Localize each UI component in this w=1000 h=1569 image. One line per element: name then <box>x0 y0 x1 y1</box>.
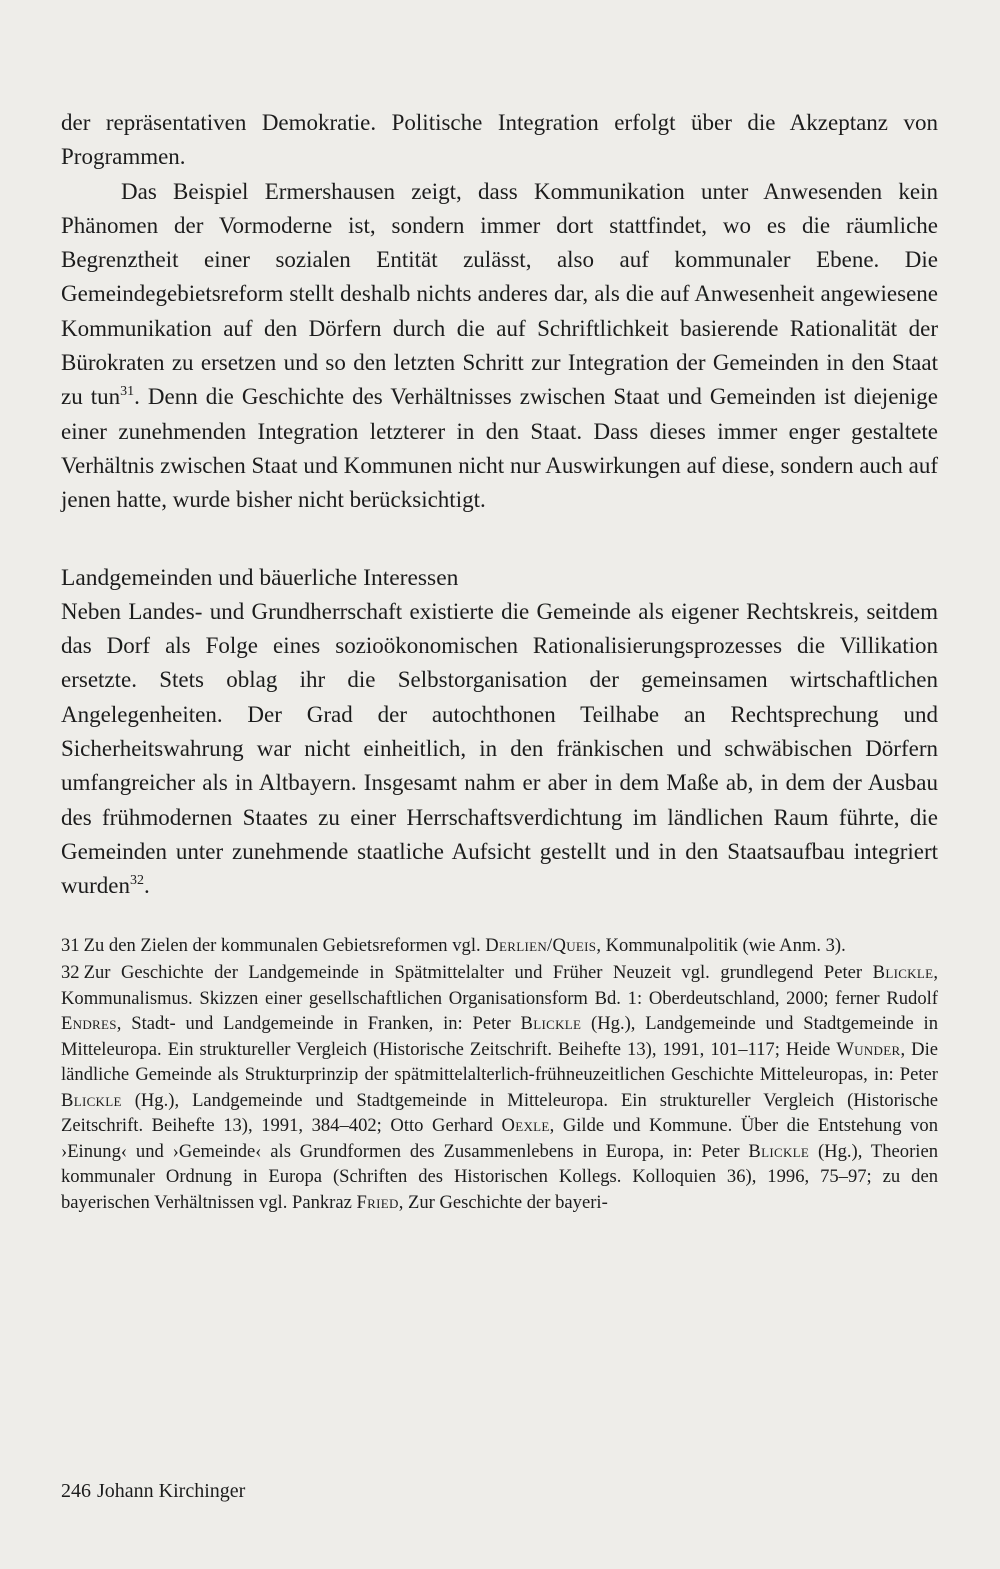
author-name: Endres <box>61 1013 117 1035</box>
author-name: Oexle <box>501 1115 550 1137</box>
footnote-text: Zu den Zielen der kommunalen Gebietsreformen vgl. <box>83 934 486 956</box>
section-heading: Landgemeinden und bäuerliche Interessen <box>61 564 459 591</box>
text-column <box>61 106 938 1217</box>
paragraph-text: . <box>143 873 150 899</box>
footnote-text: , Die ländliche Gemeinde als Strukturprinzip der spätmittelalterlich-frühneuzeitlichen Geschichte Mitteleuropas, in: Peter <box>61 1038 938 1086</box>
footnote-text: , Zur Geschichte der bayeri- <box>398 1191 608 1213</box>
footnote-ref-32[interactable]: 32 <box>129 873 144 889</box>
page-footer <box>61 1480 245 1503</box>
footnote-text: Zur Geschichte der Landgemeinde in Spätmittelalter und Früher Neuzeit vgl. grundlegend Peter <box>83 962 873 984</box>
author-name: Blickle <box>61 1089 122 1111</box>
paragraph-continued: der repräsentativen Demokratie. Politische Integration erfolgt über die Akzeptanz von Programmen. <box>61 110 938 170</box>
author-name: Blickle <box>520 1013 582 1035</box>
footnote-text: , Kommunalpolitik (wie Anm. 3). <box>596 934 846 956</box>
paragraph-text: . Denn die Geschichte des Verhältnisses zwischen Staat und Gemeinden ist diejenige einer zunehmenden Integration letzterer in den Staat. Dass dieses immer enger gestaltete Verhältnis zwischen Staat und Kommunen nicht nur Auswirkungen auf diese, sondern auch auf jenen hatte, wurde bisher nicht berücksichtigt. <box>61 384 939 513</box>
footnote-text: , Gilde und Kommune. Über die Entstehung von ›Einung‹ und ›Gemeinde‹ als Grundformen des Zusammenlebens in Europa, in: Peter <box>61 1115 938 1162</box>
paragraph-landgemeinden <box>61 595 938 904</box>
paragraph-text: Neben Landes- und Grundherrschaft existierte die Gemeinde als eigener Rechtskreis, seitdem das Dorf als Folge eines sozioökonomischen Rationalisierungsprozesses die Villikation ersetzte. Stets oblag ihr die Selbstorganisation der gemeinsamen wirtschaftlichen Angelegenheiten. Der Grad der autochthonen Teilhabe an Rechtsprechung und Sicherheitswahrung war nicht einheitlich, in den fränkischen und schwäbischen Dörfern umfangreicher als in Altbayern. Insgesamt nahm er aber in dem Maße ab, in dem der Ausbau des frühmodernen Staates zu einer Herrschaftsverdichtung im ländlichen Raum führte, die Gemeinden unter zunehmende staatliche Aufsicht gestellt und in den Staatsaufbau integriert wurden <box>61 598 938 899</box>
footnote-number: 31 <box>61 934 80 956</box>
footnote-text: , Kommunalismus. Skizzen einer gesellschaftlichen Organisationsform Bd. 1: Oberdeutschland, 2000; ferner Rudolf <box>61 962 938 1009</box>
author-name: Fried <box>356 1191 399 1213</box>
footnote-text: , Stadt- und Landgemeinde in Franken, in: Peter <box>116 1013 521 1035</box>
footnote-text: (Hg.), Theorien kommunaler Ordnung in Europa (Schriften des Historischen Kollegs. Kolloquien 36), 1996, 75–97; zu den bayerischen Verhältnissen vgl. Pankraz <box>61 1140 939 1213</box>
footnote-ref-31[interactable]: 31 <box>120 384 135 400</box>
section-text <box>61 595 938 904</box>
footnote-text: (Hg.), Landgemeinde und Stadtgemeinde in Mitteleuropa. Ein struktureller Vergleich (Historische Zeitschrift. Beihefte 13), 1991, 384–402; Otto Gerhard <box>61 1089 938 1137</box>
footnote-32 <box>61 960 938 1215</box>
paragraph-text: Das Beispiel Ermershausen zeigt, dass Kommunikation unter Anwesenden kein Phänomen der Vormoderne ist, sondern immer dort stattfindet, wo es die räumliche Begrenztheit einer sozialen Entität zulässt, also auf kommunaler Ebene. Die Gemeindegebietsreform stellt deshalb nichts anderes dar, als die auf Anwesenheit angewiesene Kommunikation auf den Dörfern durch die auf Schriftlichkeit basierende Rationalität der Bürokraten zu ersetzen und so den letzten Schritt zur Integration der Gemeinden in den Staat zu tun <box>61 178 938 410</box>
author-name: Blickle <box>748 1140 810 1162</box>
paragraph-ermershausen <box>61 175 938 518</box>
page-number: 246 <box>61 1480 91 1502</box>
footnote-text: (Hg.), Landgemeinde und Stadtgemeinde in Mitteleuropa. Ein struktureller Vergleich (Historische Zeitschrift. Beihefte 13), 1991, 101–117; Heide <box>61 1013 939 1060</box>
author-name: Derlien/Queis <box>485 934 597 956</box>
footnote-31 <box>61 933 938 959</box>
body-text <box>61 106 938 518</box>
footnote-number: 32 <box>61 962 80 984</box>
author-name: Blickle <box>872 962 934 984</box>
footnotes <box>61 933 938 1216</box>
running-head: Johann Kirchinger <box>97 1480 246 1502</box>
author-name: Wunder <box>836 1038 901 1060</box>
